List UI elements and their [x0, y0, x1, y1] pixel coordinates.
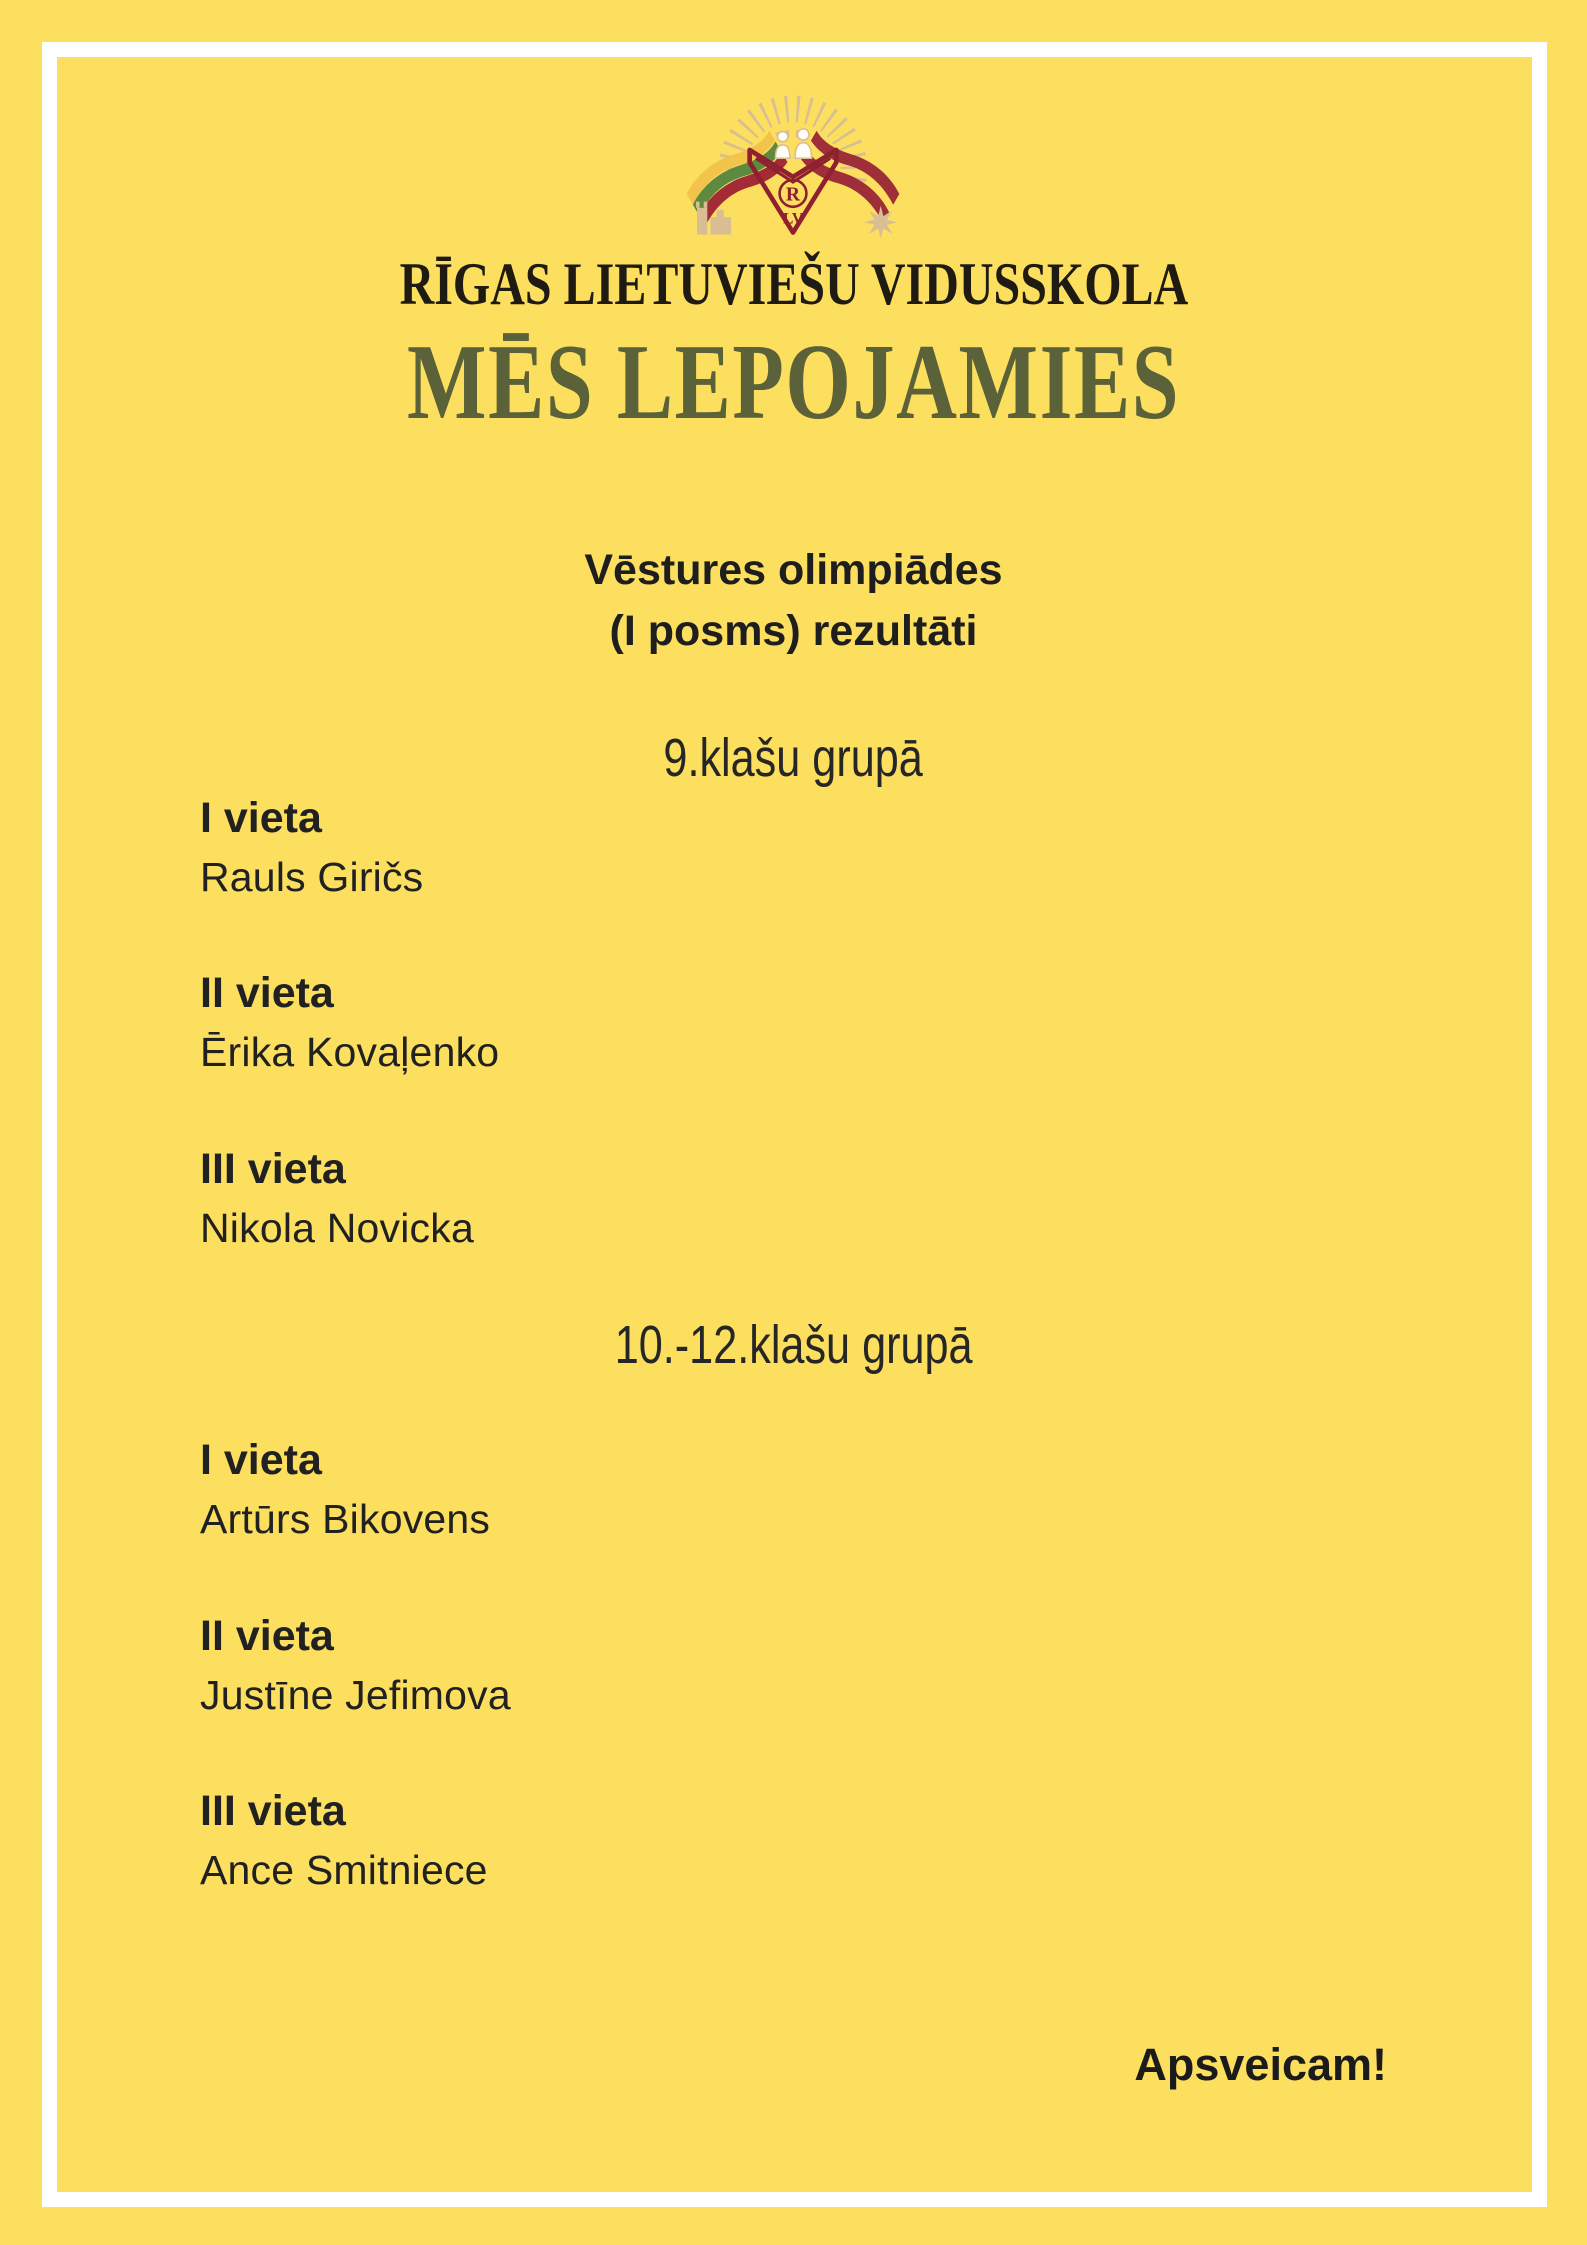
monogram-r: R	[785, 184, 801, 206]
winner-name: Ance Smitniece	[200, 1847, 488, 1893]
place-label: I vieta	[200, 794, 322, 842]
winner-name: Rauls Giričs	[200, 854, 424, 900]
book-shield-icon	[750, 150, 837, 233]
result-entry	[200, 1782, 488, 1900]
result-entry	[200, 789, 423, 907]
congratulations-text: Apsveicam!	[1134, 2039, 1387, 2090]
place-label: III vieta	[200, 1787, 346, 1835]
place-label: I vieta	[200, 1436, 322, 1484]
children-figures-icon	[775, 129, 811, 158]
star-icon	[864, 206, 897, 239]
subtitle-line-2: (I posms) rezultāti	[609, 607, 978, 655]
place-label: III vieta	[200, 1145, 346, 1193]
result-entry	[200, 964, 499, 1082]
page-title: MĒS LEPOJAMIES	[406, 323, 1181, 442]
winner-name: Ērika Kovaļenko	[200, 1029, 500, 1075]
place-label: II vieta	[200, 1612, 334, 1660]
place-label: II vieta	[200, 969, 334, 1017]
winner-name: Nikola Novicka	[200, 1205, 474, 1251]
result-entry	[200, 1431, 490, 1549]
result-entry	[200, 1140, 474, 1258]
school-name: RĪGAS LIETUVIEŠU VIDUSSKOLA	[399, 251, 1188, 317]
winner-name: Justīne Jefimova	[200, 1672, 511, 1718]
event-subtitle	[0, 540, 1587, 662]
result-entry	[200, 1607, 511, 1725]
winner-name: Artūrs Bikovens	[200, 1496, 491, 1542]
group-heading-9: 9.klašu grupā	[663, 728, 924, 788]
group-heading-10-12: 10.-12.klašu grupā	[614, 1315, 973, 1375]
subtitle-line-1: Vēstures olimpiādes	[584, 546, 1003, 594]
school-logo	[668, 86, 918, 246]
monogram-lv: LV	[782, 210, 804, 228]
